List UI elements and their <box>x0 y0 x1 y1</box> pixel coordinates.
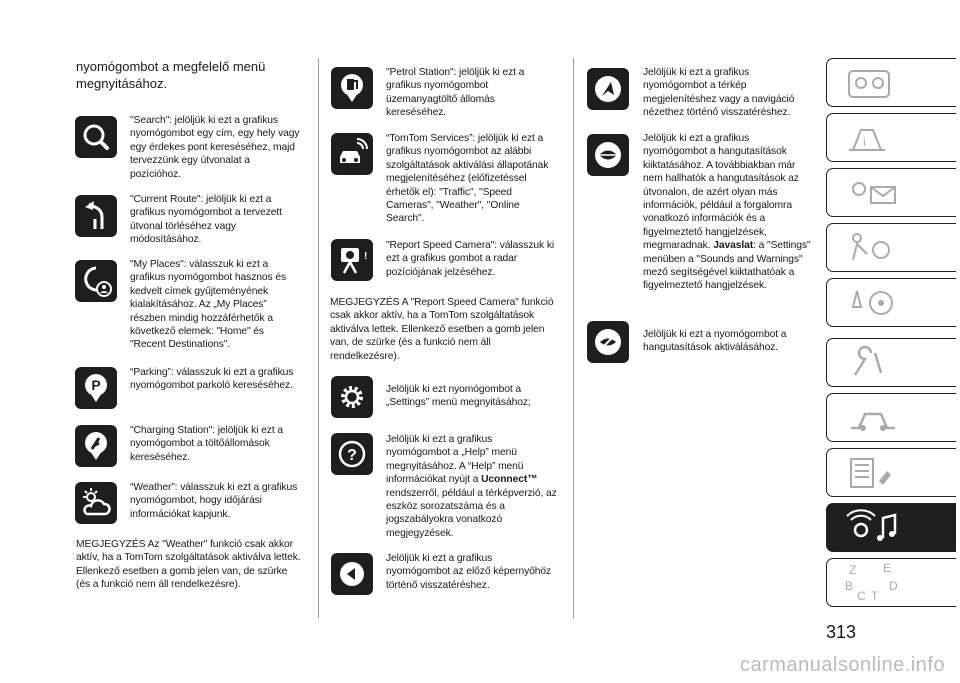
svg-text:i: i <box>863 135 866 149</box>
index-icon <box>845 561 915 605</box>
tab-manual[interactable] <box>826 448 956 497</box>
help-icon <box>331 433 373 475</box>
watermark: carmanualsonline.info <box>740 654 946 676</box>
back-description: Jelöljük ki ezt a grafikus nyomógombot az előző képernyőhöz történő visszatéréshez. <box>386 553 552 591</box>
weather-description: “Weather”: válasszuk ki ezt a grafikus nyomógombot, hogy időjárási információkat kapjunk. <box>130 482 298 520</box>
petrol-station-description: "Petrol Station": jelöljük ki ezt a grafikus nyomógombot üzemanyagtöltő állomás kereséséhez. <box>386 67 525 119</box>
search-icon <box>75 116 117 158</box>
mute-guidance-description: Jelöljük ki ezt a grafikus nyomógombot a hangutasítások kiiktatásához. A továbbiakban már nem hallhatók a hangutasítások az útvonalon, de azért olyan más információk, például a forgalomra vonatkozó információk és a figyelmeztető hangjelzések, megmaradnak. Javaslat: a "Settings" menüben a "Sounds and Warnings" mező segítségével kiiktathatóak a figyelmeztető hangjelzések. <box>643 133 811 292</box>
tab-dashboard[interactable] <box>826 58 956 107</box>
index-letter: Z <box>849 563 857 577</box>
column-divider <box>573 58 574 618</box>
speed-camera-note: MEGJEGYZÉS A "Report Speed Camera" funkció csak akkor aktív, ha a TomTom szolgáltatások aktiválva lettek. Ellenkező esetben a gomb jelen van, de szürke (és a funkció nem áll rendelkezésre). <box>330 297 554 362</box>
tab-warning-lights[interactable] <box>826 113 956 162</box>
index-letter: E <box>883 561 892 575</box>
document-icon <box>841 453 921 493</box>
driving-icon <box>841 228 921 268</box>
unmute-guidance-description: Jelöljük ki ezt a nyomógombot a hangutasítások aktiválásához. <box>643 329 787 354</box>
svg-text:?: ? <box>347 447 357 464</box>
tab-multimedia[interactable] <box>826 503 956 552</box>
my-places-description: "My Places": válasszuk ki ezt a grafikus nyomógombot hasznos és kedvelt címek gyűjteményének kialakításához. Az „My Places” részben mindig hozzáférhetők a következő elemek: "Home" és "Recent Destinations". <box>130 259 287 351</box>
index-letter: C <box>857 589 866 603</box>
tab-safety[interactable] <box>826 168 956 217</box>
petrol-station-icon <box>331 67 373 109</box>
help-description: Jelöljük ki ezt a grafikus nyomógombot a „Help” menü megnyitásához. A “Help” menü információkat nyújt a Uconnect™ rendszerről, például a térképverzió, az eszköz sorozatszáma és a jogszabályokra vonatkozó megjegyzések. <box>386 434 557 539</box>
index-letter: T <box>871 589 879 603</box>
emergency-icon <box>841 283 921 323</box>
page-number: 313 <box>826 622 857 642</box>
maintenance-icon <box>841 343 921 383</box>
dashboard-icon <box>841 63 921 103</box>
charging-station-icon <box>75 425 117 467</box>
current-route-description: "Current Route": jelöljük ki ezt a grafikus nyomógombot a tervezett útvonal törléséhez vagy módosításához. <box>130 194 282 246</box>
tab-technical-data[interactable] <box>826 393 956 442</box>
tab-driving[interactable] <box>826 223 956 272</box>
tomtom-services-description: “TomTom Services”: jelöljük ki ezt a grafikus nyomógombot az alábbi szolgáltatások aktiválási állapotának megjelenítéséhez (előfizetéssel érhetők el): "Traffic", "Speed Cameras", "Weather", "Online Search". <box>386 133 549 225</box>
navigation-view-icon <box>587 68 629 110</box>
back-arrow-icon <box>331 553 373 595</box>
weather-note: MEGJEGYZÉS Az "Weather" funkció csak akkor aktív, ha a TomTom szolgáltatások aktiválva lettek. Ellenkező esetben a gomb jelen van, de szürke (és a funkció nem áll rendelkezésre). <box>76 539 301 591</box>
mute-guidance-icon <box>587 134 629 176</box>
svg-text:!: ! <box>364 251 368 262</box>
parking-icon <box>75 367 117 409</box>
my-places-icon <box>75 260 117 302</box>
parking-description: “Parking”: válasszuk ki ezt a grafikus nyomógombot parkoló kereséséhez. <box>130 367 294 392</box>
tab-emergency[interactable] <box>826 278 956 327</box>
settings-gear-icon <box>331 376 373 418</box>
column-divider <box>318 58 319 618</box>
unmute-guidance-icon <box>587 321 629 363</box>
charging-station-description: "Charging Station": jelöljük ki ezt a nyomógombot a töltőállomások kereséséhez. <box>130 425 283 463</box>
report-speed-camera-icon <box>331 239 373 281</box>
warning-lights-icon <box>841 118 921 158</box>
intro-text: nyomógombot a megfelelő menü megnyitásához. <box>76 59 266 91</box>
tab-maintenance[interactable] <box>826 338 956 387</box>
multimedia-icon <box>841 508 921 548</box>
index-letter: D <box>889 579 898 593</box>
technical-data-icon <box>841 398 921 438</box>
svg-text:P: P <box>91 377 101 393</box>
report-speed-camera-description: "Report Speed Camera": válasszuk ki ezt a grafikus gombot a radar pozíciójának jelzéséhez. <box>386 240 555 278</box>
index-letter: B <box>845 579 854 593</box>
safety-icon <box>841 173 921 213</box>
weather-icon <box>75 482 117 524</box>
search-description: "Search": jelöljük ki ezt a grafikus nyomógombot egy cím, egy hely vagy egy érdekes pont kereséséhez, majd tervezzünk egy útvonalat a pozícióhoz. <box>130 115 300 180</box>
settings-description: Jelöljük ki ezt nyomógombot a „Settings” menü megnyitásához; <box>386 384 531 409</box>
current-route-icon <box>75 195 117 237</box>
navigation-view-description: Jelöljük ki ezt a grafikus nyomógombot a térkép megjelenítéshez vagy a navigáció nézethez történő visszatéréshez. <box>643 67 795 119</box>
tomtom-services-icon <box>331 133 373 175</box>
tab-index[interactable] <box>826 558 956 607</box>
